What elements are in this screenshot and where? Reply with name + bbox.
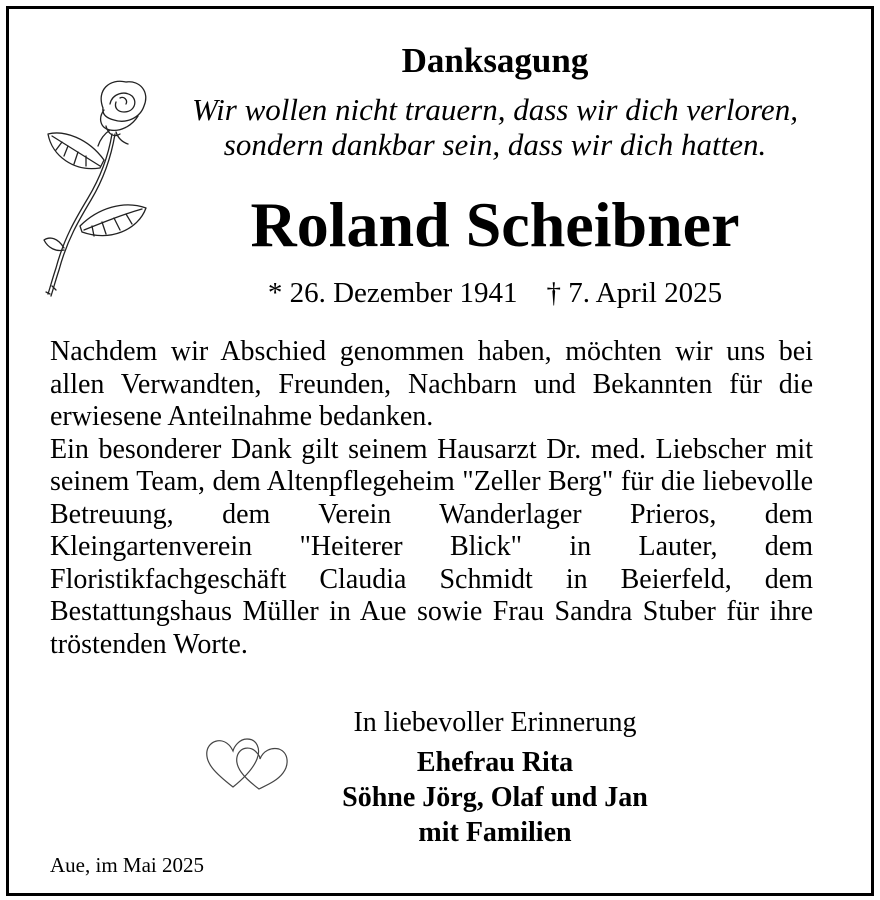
closing-line: In liebevoller Erinnerung — [353, 707, 637, 738]
place-date: Aue, im Mai 2025 — [50, 853, 204, 877]
signers — [0, 745, 880, 850]
signer-line: mit Familien — [418, 817, 572, 848]
death-date: † 7. April 2025 — [546, 277, 723, 309]
life-dates — [0, 276, 880, 310]
thanks-paragraph-1: Nachdem wir Abschied genommen haben, möchten wir uns bei allen Verwandten, Freunden, Nachbarn und Bekannten für die erwiesene Anteilnahme bedanken. — [50, 336, 813, 432]
thanks-text — [50, 336, 813, 661]
signer-line: Söhne Jörg, Olaf und Jan — [342, 782, 648, 813]
deceased-name: Roland Scheibner — [250, 189, 740, 260]
quote-line-2: sondern dankbar sein, dass wir dich hatten. — [223, 127, 767, 162]
quote-line-1: Wir wollen nicht trauern, dass wir dich verloren, — [192, 92, 798, 127]
signer-line: Ehefrau Rita — [416, 747, 574, 778]
thanks-paragraph-2: Ein besonderer Dank gilt seinem Hausarzt Dr. med. Liebscher mit seinem Team, dem Altenpflegeheim "Zeller Berg" für die liebevolle Betreuung, dem Verein Wanderlager Prieros, dem Kleingartenverein "Heiterer Blick" in Lauter, dem Floristikfachgeschäft Claudia Schmidt in Beierfeld, dem Bestattungshaus Müller in Aue sowie Frau Sandra Stuber für ihre tröstenden Worte. — [50, 433, 813, 660]
notice-heading: Danksagung — [401, 41, 589, 80]
memorial-quote — [0, 92, 880, 162]
birth-date: * 26. Dezember 1941 — [267, 277, 518, 309]
